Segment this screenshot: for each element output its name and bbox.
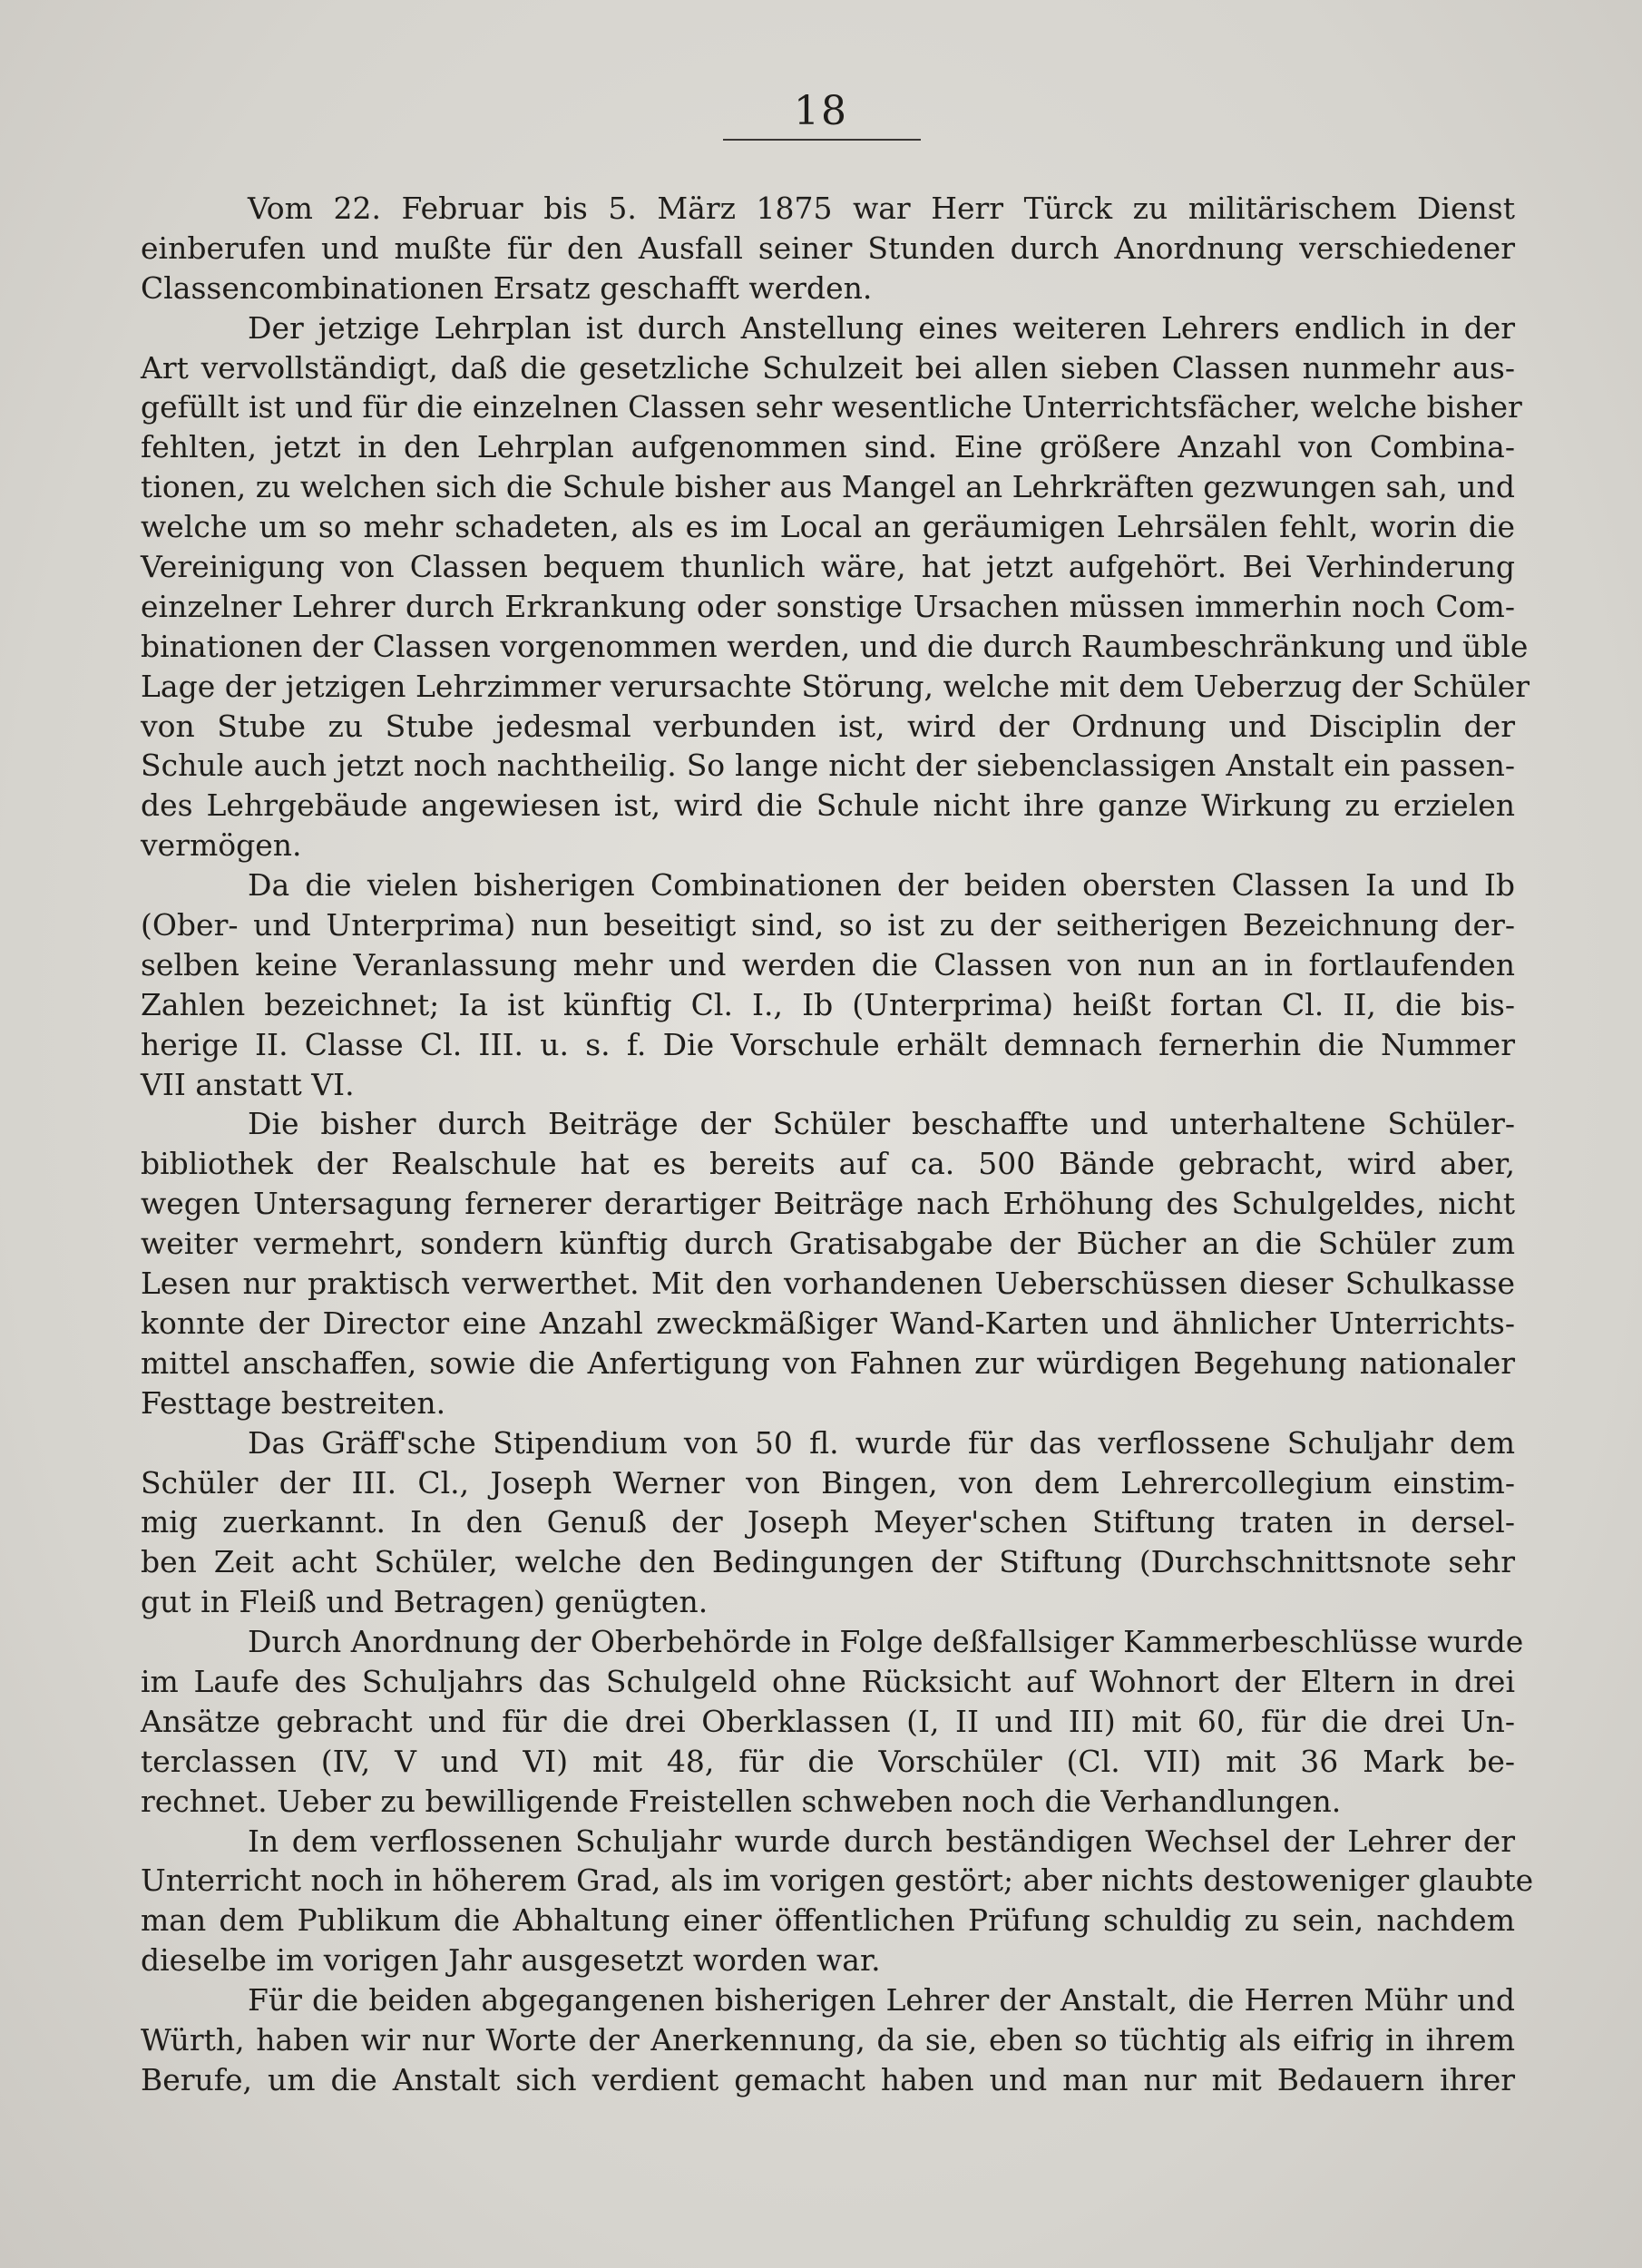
text-line: herige II. Classe Cl. III. u. s. f. Die Vorschule erhält demnach fernerhin die Nummer — [141, 1026, 1515, 1062]
text-line: wegen Untersagung fernerer derartiger Beiträge nach Erhöhung des Schulgeldes, nicht — [141, 1186, 1515, 1222]
text-line: Festtage bestreiten. — [141, 1384, 446, 1421]
paragraph — [141, 1423, 1515, 1622]
text-line: Durch Anordnung der Oberbehörde in Folge deßfallsiger Kammerbeschlüsse wurde — [248, 1624, 1524, 1660]
text-line: rechnet. Ueber zu bewilligende Freistellen schweben noch die Verhandlungen. — [141, 1783, 1342, 1819]
text-line: dieselbe im vorigen Jahr ausgesetzt worden war. — [141, 1942, 881, 1979]
text-line: gut in Fleiß und Betragen) genügten. — [141, 1584, 709, 1620]
text-line: Ansätze gebracht und für die drei Oberklassen (I, II und III) mit 60, für die drei Un- — [141, 1703, 1515, 1739]
paragraph — [141, 1104, 1515, 1422]
text-line: im Laufe des Schuljahrs das Schulgeld ohne Rücksicht auf Wohnort der Eltern in drei — [141, 1663, 1515, 1699]
text-line: Das Gräff'sche Stipendium von 50 fl. wurde für das verflossene Schuljahr dem — [248, 1424, 1515, 1461]
page-number-rule — [723, 139, 921, 141]
text-line: Schule auch jetzt noch nachtheilig. So lange nicht der siebenclassigen Anstalt ein passen- — [141, 748, 1515, 784]
text-line: einberufen und mußte für den Ausfall seiner Stunden durch Anordnung verschiedener — [141, 230, 1515, 266]
text-line: konnte der Director eine Anzahl zweckmäßiger Wand-Karten und ähnlicher Unterrichts- — [141, 1305, 1515, 1341]
text-line: welche um so mehr schadeten, als es im Local an geräumigen Lehrsälen fehlt, worin die — [141, 509, 1515, 545]
paragraph — [141, 1622, 1524, 1821]
text-line: Lage der jetzigen Lehrzimmer verursachte Störung, welche mit dem Ueberzug der Schüler — [141, 668, 1530, 704]
text-line: Würth, haben wir nur Worte der Anerkennung, da sie, eben so tüchtig als eifrig in ihrem — [141, 2021, 1515, 2058]
text-line: selben keine Veranlassung mehr und werden die Classen von nun an in fortlaufenden — [141, 946, 1515, 982]
text-line: In dem verflossenen Schuljahr wurde durch beständigen Wechsel der Lehrer der — [248, 1823, 1515, 1859]
text-line: fehlten, jetzt in den Lehrplan aufgenommen sind. Eine größere Anzahl von Combina- — [141, 429, 1515, 465]
text-line: Unterricht noch in höherem Grad, als im vorigen gestört; aber nichts destoweniger glaubte — [141, 1862, 1534, 1899]
text-line: mittel anschaffen, sowie die Anfertigung von Fahnen zur würdigen Begehung nationaler — [141, 1344, 1515, 1381]
text-line: Die bisher durch Beiträge der Schüler beschaffte und unterhaltene Schüler- — [248, 1106, 1515, 1142]
text-line: Schüler der III. Cl., Joseph Werner von Bingen, von dem Lehrercollegium einstim- — [141, 1464, 1515, 1501]
text-line: terclassen (IV, V und VI) mit 48, für die Vorschüler (Cl. VII) mit 36 Mark be- — [141, 1743, 1515, 1779]
text-line: Art vervollständigt, daß die gesetzliche Schulzeit bei allen sieben Classen nunmehr aus- — [141, 349, 1515, 386]
paragraph — [141, 308, 1530, 865]
text-line: (Ober- und Unterprima) nun beseitigt sind, so ist zu der seitherigen Bezeichnung der- — [141, 907, 1515, 943]
text-line: Classencombinationen Ersatz geschafft werden. — [141, 269, 873, 306]
text-line: Da die vielen bisherigen Combinationen der beiden obersten Classen Ia und Ib — [248, 867, 1515, 904]
text-line: man dem Publikum die Abhaltung einer öffentlichen Prüfung schuldig zu sein, nachdem — [141, 1902, 1515, 1939]
paragraph — [141, 865, 1515, 1104]
text-line: mig zuerkannt. In den Genuß der Joseph Meyer'schen Stiftung traten in dersel- — [141, 1504, 1515, 1540]
text-line: bibliothek der Realschule hat es bereits auf ca. 500 Bände gebracht, wird aber, — [141, 1146, 1515, 1182]
paragraph — [141, 1980, 1515, 2100]
text-line: des Lehrgebäude angewiesen ist, wird die Schule nicht ihre ganze Wirkung zu erzielen — [141, 787, 1515, 824]
text-line: Vereinigung von Classen bequem thunlich wäre, hat jetzt aufgehört. Bei Verhinderung — [141, 549, 1515, 585]
paragraph — [141, 1822, 1534, 1981]
text-line: Berufe, um die Anstalt sich verdient gemacht haben und man nur mit Bedauern ihrer — [141, 2061, 1515, 2097]
text-line: ben Zeit acht Schüler, welche den Bedingungen der Stiftung (Durchschnittsnote sehr — [141, 1544, 1515, 1580]
text-line: von Stube zu Stube jedesmal verbunden ist, wird der Ordnung und Disciplin der — [141, 708, 1515, 744]
text-line: Der jetzige Lehrplan ist durch Anstellung eines weiteren Lehrers endlich in der — [248, 309, 1515, 346]
paragraph — [141, 189, 1515, 308]
text-line: weiter vermehrt, sondern künftig durch Gratisabgabe der Bücher an die Schüler zum — [141, 1226, 1515, 1262]
text-line: Zahlen bezeichnet; Ia ist künftig Cl. I., Ib (Unterprima) heißt fortan Cl. II, die bis- — [141, 986, 1515, 1022]
text-line: tionen, zu welchen sich die Schule bisher aus Mangel an Lehrkräften gezwungen sah, und — [141, 469, 1515, 505]
text-line: einzelner Lehrer durch Erkrankung oder sonstige Ursachen müssen immerhin noch Com- — [141, 588, 1515, 624]
text-line: VII anstatt VI. — [141, 1066, 355, 1102]
text-line: Lesen nur praktisch verwerthet. Mit den vorhandenen Ueberschüssen dieser Schulkasse — [141, 1266, 1515, 1302]
text-line: vermögen. — [141, 827, 302, 864]
page-number: 18 — [794, 88, 848, 134]
text-line: Für die beiden abgegangenen bisherigen Lehrer der Anstalt, die Herren Mühr und — [248, 1982, 1515, 2019]
text-body — [141, 189, 1534, 2100]
text-line: binationen der Classen vorgenommen werden, und die durch Raumbeschränkung und üble — [141, 628, 1529, 664]
text-line: Vom 22. Februar bis 5. März 1875 war Herr Türck zu militärischem Dienst — [248, 191, 1515, 226]
text-line: gefüllt ist und für die einzelnen Classen sehr wesentliche Unterrichtsfächer, welche bisher — [141, 389, 1522, 425]
